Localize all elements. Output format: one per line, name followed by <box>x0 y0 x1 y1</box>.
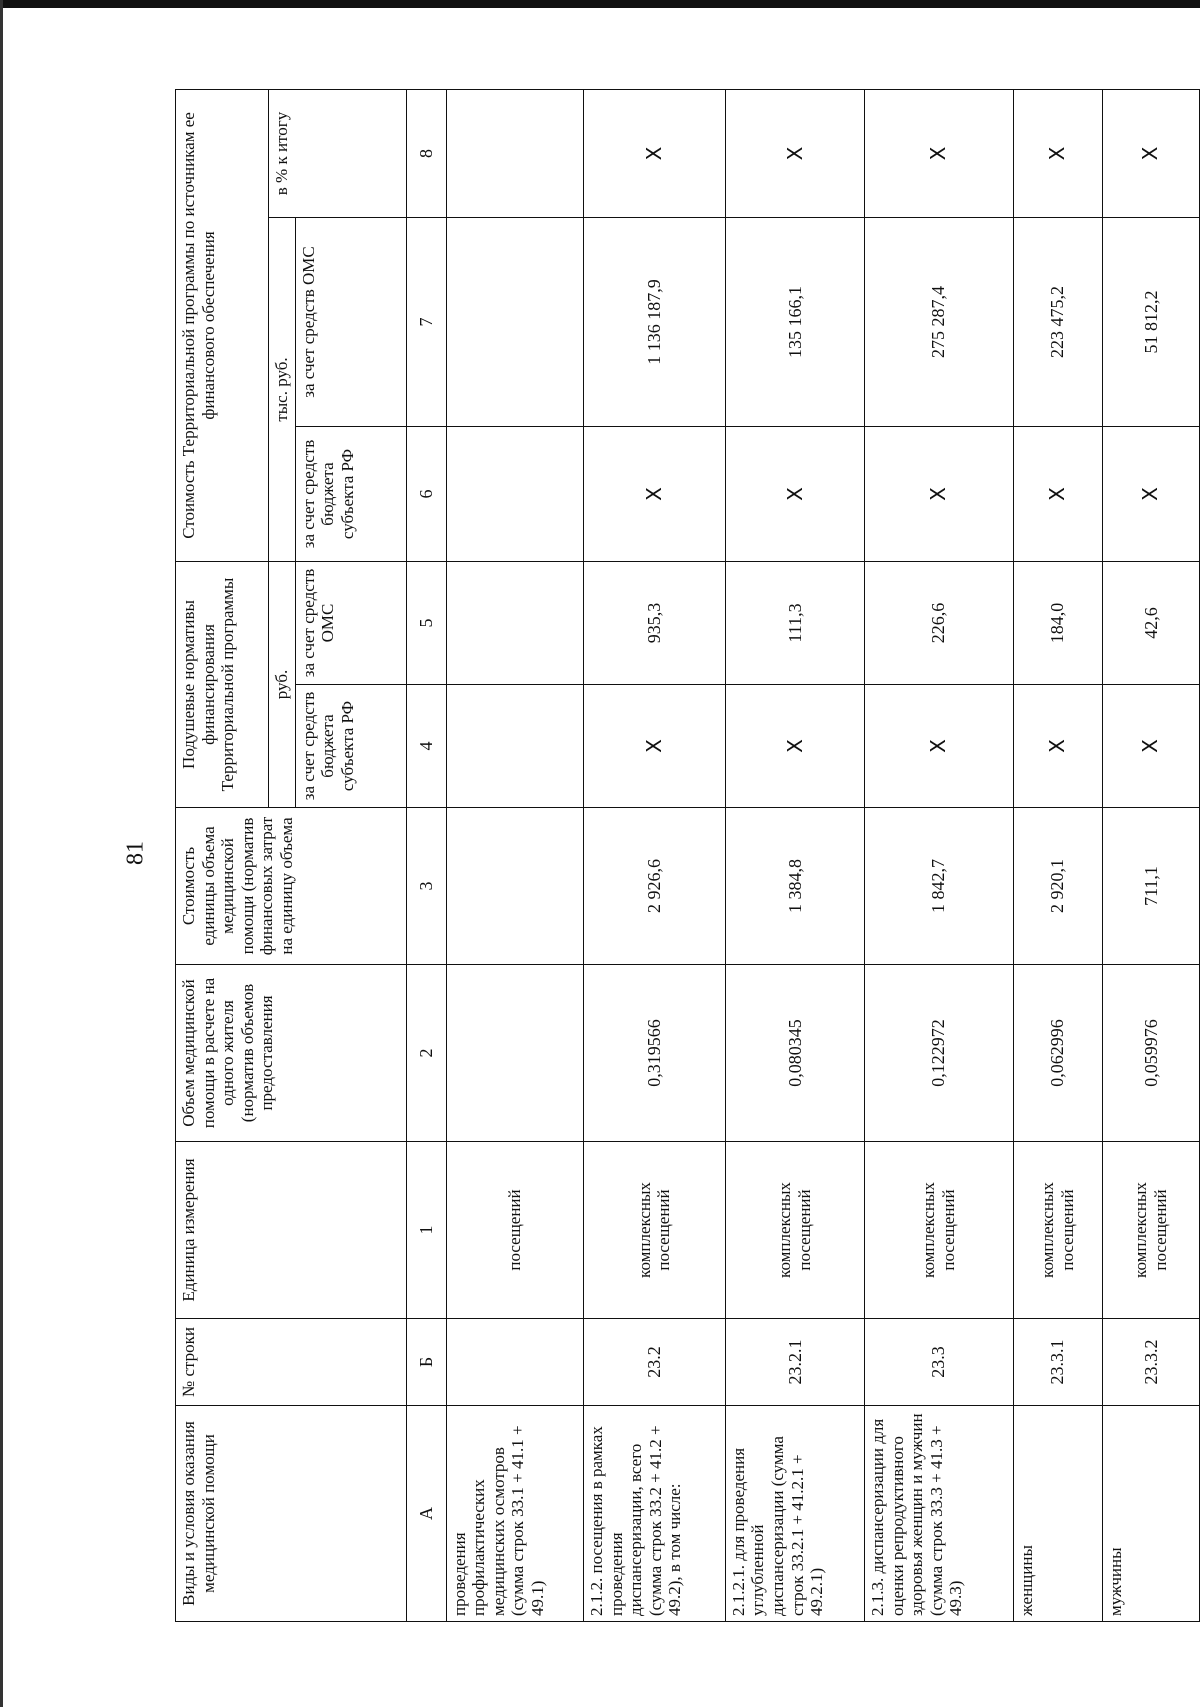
index-cell: 5 <box>406 561 446 684</box>
row-line-number: 23.3 <box>865 1319 1013 1406</box>
row-unit: комплексных посещений <box>865 1142 1013 1319</box>
row-col7 <box>446 217 584 426</box>
row-volume <box>446 965 584 1142</box>
index-cell: 2 <box>406 965 446 1142</box>
row-unit-cost: 2 926,6 <box>584 808 726 965</box>
row-col7: 275 287,4 <box>865 217 1013 426</box>
index-cell: 7 <box>406 217 446 426</box>
row-col7: 223 475,2 <box>1013 217 1102 426</box>
row-col6: Х <box>865 426 1013 561</box>
row-col8: Х <box>1102 89 1199 217</box>
row-volume: 0,319566 <box>584 965 726 1142</box>
row-volume: 0,080345 <box>725 965 864 1142</box>
row-unit: посещений <box>446 1142 584 1319</box>
index-cell: 3 <box>406 808 446 965</box>
header-types: Виды и условия оказания медицинской помощи <box>176 1406 407 1622</box>
row-col5: 42,6 <box>1102 561 1199 684</box>
row-line-number: 23.3.2 <box>1102 1319 1199 1406</box>
row-volume: 0,062996 <box>1013 965 1102 1142</box>
header-volume: Объем медицинской помощи в расчете на одного жителя (норматив объемов предоставления <box>176 965 407 1142</box>
row-col8 <box>446 89 584 217</box>
row-col4: Х <box>725 685 864 808</box>
table-row <box>446 89 584 1621</box>
row-col7: 135 166,1 <box>725 217 864 426</box>
table-row <box>865 89 1013 1621</box>
row-col8: Х <box>725 89 864 217</box>
header-col4: за счет средств бюджета субъекта РФ <box>295 685 406 808</box>
scan-left-border <box>0 0 3 1707</box>
row-col8: Х <box>1013 89 1102 217</box>
row-description: 2.1.2.1. для проведения углубленной диспансеризации (сумма строк 33.2.1 + 41.2.1 + 49.2.1) <box>725 1406 864 1622</box>
table-row <box>1102 89 1199 1621</box>
row-col6: Х <box>584 426 726 561</box>
row-col5: 226,6 <box>865 561 1013 684</box>
row-col4: Х <box>865 685 1013 808</box>
row-description: мужчины <box>1102 1406 1199 1622</box>
row-col4 <box>446 685 584 808</box>
row-col4: Х <box>584 685 726 808</box>
row-line-number <box>446 1319 584 1406</box>
financing-table <box>175 89 1200 1622</box>
row-unit: комплексных посещений <box>1013 1142 1102 1319</box>
row-col6: Х <box>1013 426 1102 561</box>
table-row <box>1013 89 1102 1621</box>
row-col6 <box>446 426 584 561</box>
row-col6: Х <box>725 426 864 561</box>
header-line-number: № строки <box>176 1319 407 1406</box>
index-cell: А <box>406 1406 446 1622</box>
header-per-capita: Подушевые нормативы финансирования Территориальной программы <box>176 561 269 807</box>
index-cell: 8 <box>406 89 446 217</box>
row-col7: 51 812,2 <box>1102 217 1199 426</box>
row-description: 2.1.2. посещения в рамках проведения диспансеризации, всего (сумма строк 33.2 + 41.2 + 49.2), в том числе: <box>584 1406 726 1622</box>
row-volume: 0,059976 <box>1102 965 1199 1142</box>
row-col8: Х <box>584 89 726 217</box>
row-col5: 184,0 <box>1013 561 1102 684</box>
table-row <box>584 89 726 1621</box>
row-unit: комплексных посещений <box>584 1142 726 1319</box>
header-tys-rub: тыс. руб. <box>269 217 296 561</box>
header-percent: в % к итогу <box>269 89 407 217</box>
index-cell: Б <box>406 1319 446 1406</box>
row-unit-cost: 711,1 <box>1102 808 1199 965</box>
header-col5: за счет средств ОМС <box>295 561 406 684</box>
row-unit: комплексных посещений <box>725 1142 864 1319</box>
row-unit: комплексных посещений <box>1102 1142 1199 1319</box>
scan-top-border <box>0 0 1200 8</box>
header-col7: за счет средств ОМС <box>295 217 406 426</box>
column-index-row <box>406 89 446 1621</box>
row-col7: 1 136 187,9 <box>584 217 726 426</box>
row-unit-cost <box>446 808 584 965</box>
header-unit-cost: Стоимость единицы объема медицинской помощи (норматив финансовых затрат на единицу объема <box>176 808 407 965</box>
row-col5 <box>446 561 584 684</box>
header-col6: за счет средств бюджета субъекта РФ <box>295 426 406 561</box>
row-line-number: 23.3.1 <box>1013 1319 1102 1406</box>
row-unit-cost: 1 384,8 <box>725 808 864 965</box>
row-description: 2.1.3. диспансеризации для оценки репродуктивного здоровья женщин и мужчин (сумма строк 33.3 + 41.3 + 49.3) <box>865 1406 1013 1622</box>
row-description: проведения профилактических медицинских осмотров (сумма строк 33.1 + 41.1 + 49.1) <box>446 1406 584 1622</box>
header-program-cost: Стоимость Территориальной программы по источникам ее финансового обеспечения <box>176 89 269 561</box>
header-unit: Единица измерения <box>176 1142 407 1319</box>
row-col5: 111,3 <box>725 561 864 684</box>
index-cell: 4 <box>406 685 446 808</box>
index-cell: 6 <box>406 426 446 561</box>
row-volume: 0,122972 <box>865 965 1013 1142</box>
row-line-number: 23.2 <box>584 1319 726 1406</box>
row-line-number: 23.2.1 <box>725 1319 864 1406</box>
row-description: женщины <box>1013 1406 1102 1622</box>
row-col8: Х <box>865 89 1013 217</box>
index-cell: 1 <box>406 1142 446 1319</box>
header-rub: руб. <box>269 561 296 807</box>
table-row <box>725 89 864 1621</box>
row-unit-cost: 1 842,7 <box>865 808 1013 965</box>
row-col4: Х <box>1013 685 1102 808</box>
rotated-table-container <box>175 90 1200 1622</box>
page-number: 81 <box>122 841 149 865</box>
row-unit-cost: 2 920,1 <box>1013 808 1102 965</box>
row-col6: Х <box>1102 426 1199 561</box>
row-col5: 935,3 <box>584 561 726 684</box>
row-col4: Х <box>1102 685 1199 808</box>
